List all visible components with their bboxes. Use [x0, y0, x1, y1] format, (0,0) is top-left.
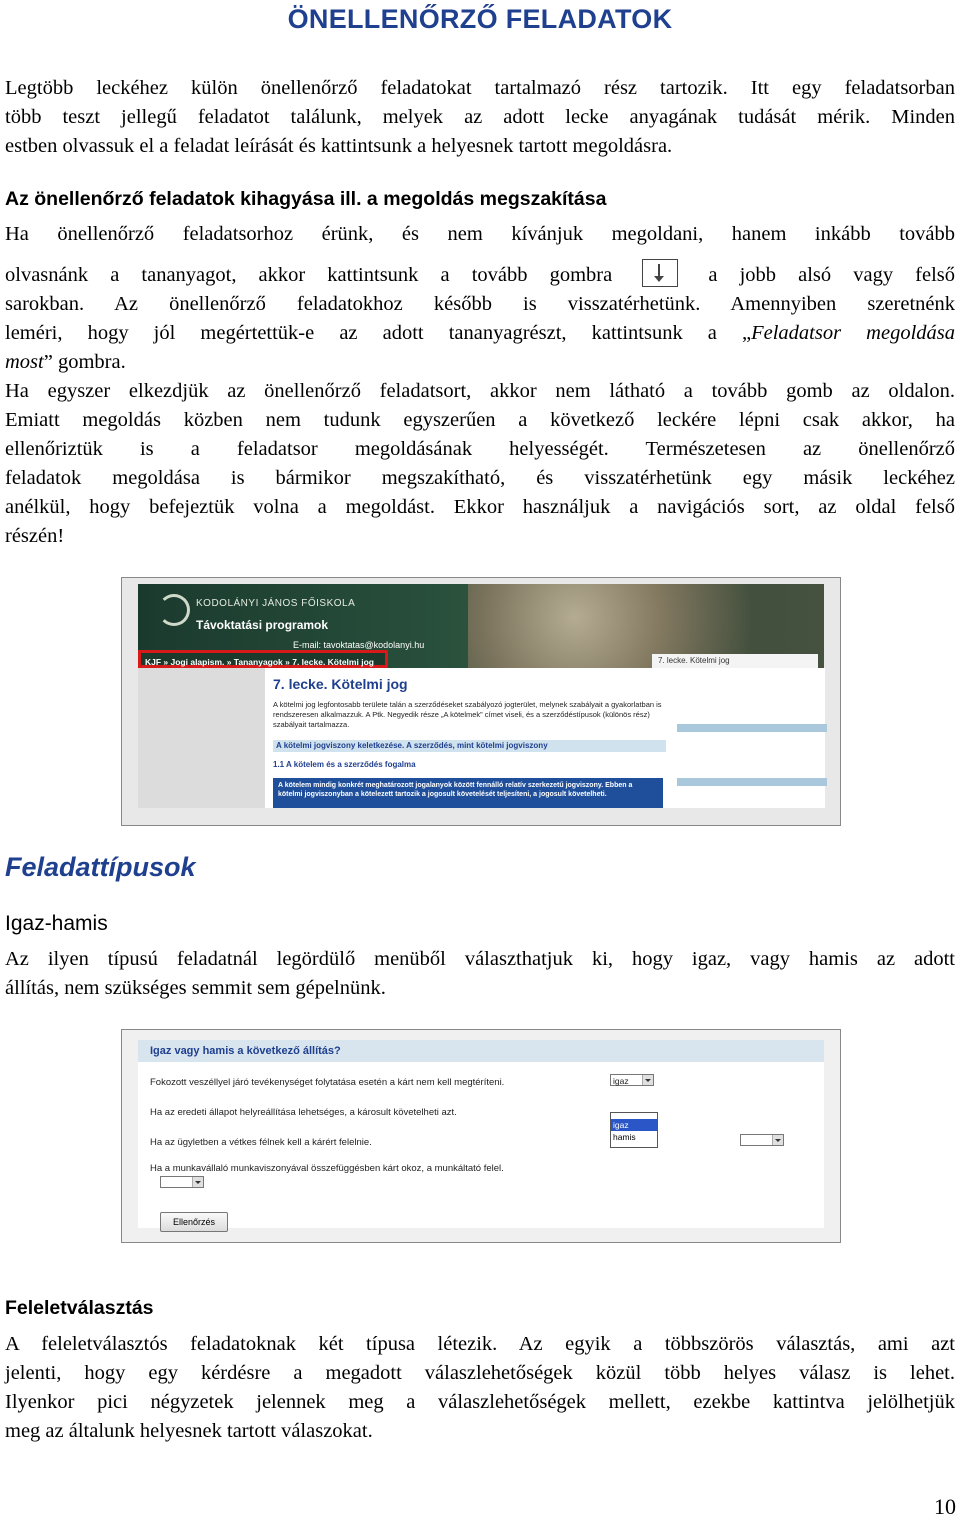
multiple-line: Ilyenkor pici négyzetek jelennek meg a válaszlehetőségek mellett, ezekbe kattintva jelölhetjük [5, 1391, 955, 1413]
intro-line: több teszt jellegű feladatot találunk, melyek az adott lecke anyagának tudását mérik. Minden [5, 106, 955, 128]
skip-line: feladatok megoldása is bármikor megszakítható, és visszatérhetünk egy másik leckéhez [5, 467, 955, 489]
skip-line: anélkül, hogy befejeztük volna a megoldást. Ekkor használjuk a navigációs sort, az oldal felső [5, 496, 955, 518]
right-decor-bar [677, 778, 827, 786]
lesson-highlight-box: A kötelem mindig konkrét meghatározott jogalanyok között fennálló relatív szerkezetű jogviszony. Ebben a kötelmi jogviszonyban a kötelezett tartozik a jogosult követelését teljesíteni, a jogosult követelheti. [273, 778, 663, 808]
skip-line-part: olvasnánk a tananyagot, akkor kattintsunk a tovább gombra [5, 264, 613, 286]
lesson-title: 7. lecke. Kötelmi jog [273, 676, 408, 692]
quiz-header: Igaz vagy hamis a következő állítás? [138, 1040, 824, 1062]
quiz-question [150, 1174, 810, 1198]
question-text: Ha a munkavállaló munkaviszonyával összefüggésben kárt okoz, a munkáltató felel. [150, 1163, 504, 1174]
skip-heading: Az önellenőrző feladatok kihagyása ill. a megoldás megszakítása [5, 188, 607, 210]
question-text: Ha az eredeti állapot helyreállítása lehetséges, a károsult követelheti azt. [150, 1107, 457, 1118]
feladatsor-link-text: most [5, 351, 44, 373]
option-igaz[interactable]: igaz [611, 1119, 657, 1131]
truefalse-line: Az ilyen típusú feladatnál legördülő menüből választhatjuk ki, hogy igaz, vagy hamis az adott [5, 948, 955, 970]
skip-line: sarokban. Az önellenőrző feladatokhoz később is visszatérhetünk. Amennyiben szeretnénk [5, 293, 955, 315]
skip-line [5, 319, 955, 348]
question-text: Fokozott veszéllyel járó tevékenységet folytatása esetén a kárt nem kell megtéríteni. [150, 1077, 505, 1088]
truefalse-screenshot [121, 1029, 841, 1243]
quiz-panel [138, 1040, 824, 1228]
answer-select[interactable] [610, 1074, 654, 1086]
navigation-right: 7. lecke. Kötelmi jog [652, 654, 818, 668]
multiple-line: meg az általunk helyesnek tartott válaszokat. [5, 1420, 373, 1442]
feladatsor-link-text: Feladatsor megoldása [751, 322, 955, 344]
lesson-page-screenshot [121, 577, 841, 826]
truefalse-line: állítás, nem szükséges semmit sem gépelnünk. [5, 977, 386, 999]
answer-select[interactable] [740, 1134, 784, 1146]
chevron-down-icon [642, 1075, 653, 1085]
skip-line: ellenőriztük is a feladatsor megoldásának helyességét. Természetesen az önellenőrző [5, 438, 955, 460]
skip-line-with-button [5, 259, 955, 290]
option-hamis[interactable]: hamis [613, 1132, 636, 1142]
skip-line [5, 348, 955, 377]
skip-line-part: a jobb alsó vagy felső [708, 264, 956, 286]
tovabb-button-icon [642, 259, 678, 287]
right-decor-bar [677, 724, 827, 732]
contact-email: E-mail: tavoktatas@kodolanyi.hu [293, 640, 425, 650]
multiple-line: jelenti, hogy egy kérdésre a megadott válaszlehetőségek közül több helyes válasz is lehet. [5, 1362, 955, 1384]
multiple-heading: Feleletválasztás [5, 1297, 154, 1319]
answer-dropdown-list[interactable] [610, 1112, 658, 1148]
school-name: KODOLÁNYI JÁNOS FŐISKOLA [196, 598, 356, 609]
sidebar [138, 668, 265, 808]
answer-select-value: igaz [613, 1076, 629, 1086]
answer-select[interactable] [160, 1176, 204, 1188]
skip-line: Ha önellenőrző feladatsorhoz érünk, és nem kívánjuk megoldani, hanem inkább tovább [5, 223, 955, 245]
lesson-content [265, 668, 825, 808]
intro-line: estben olvassuk el a feladat leírását és kattintsunk a helyesnek tartott megoldásra. [5, 135, 673, 157]
skip-line: Emiatt megoldás közben nem tudunk egyszerűen a következő leckére lépni csak akkor, ha [5, 409, 955, 431]
skip-line-part: leméri, hogy jól megértettük-e az adott tananyagrészt, kattintsunk a „ [5, 322, 752, 344]
truefalse-paragraph [5, 945, 955, 1003]
multiple-paragraph [5, 1330, 955, 1446]
lesson-section-title: 1.1 A kötelem és a szerződés fogalma [273, 760, 416, 769]
quiz-question [150, 1132, 810, 1156]
program-name: Távoktatási programok [196, 618, 329, 632]
check-button[interactable]: Ellenőrzés [160, 1212, 228, 1232]
types-heading: Feladattípusok [5, 852, 196, 882]
skip-line: részén! [5, 525, 65, 547]
lesson-subsection-bar: A kötelmi jogviszony keletkezése. A szerződés, mint kötelmi jogviszony [273, 740, 666, 752]
quiz-question [150, 1102, 810, 1126]
chevron-down-icon [192, 1177, 203, 1187]
skip-paragraph [5, 220, 955, 551]
navigation-breadcrumb[interactable]: KJF » Jogi alapism. » Tananyagok » 7. lecke. Kötelmi jog [138, 650, 388, 668]
page-title: ÖNELLENŐRZŐ FELADATOK [287, 4, 673, 34]
lesson-intro-text: A kötelmi jog legfontosabb területe talán a szerződéseket szabályozó jogterület, melynek szabályait a gyakorlatban is rendszeresen alkalmazzuk. A Ptk. Negyedik része „A kötelmek” címet viseli, és a szerződéstípusok (különös rész) szabályait tartalmazza. [273, 700, 662, 729]
page-number: 10 [934, 1494, 956, 1519]
truefalse-heading: Igaz-hamis [5, 912, 108, 935]
skip-line-part: ” gombra. [43, 351, 126, 373]
skip-line: Ha egyszer elkezdjük az önellenőrző feladatsort, akkor nem látható a tovább gomb az oldalon. [5, 380, 955, 402]
question-text: Ha az ügyletben a vétkes félnek kell a kárért felelnie. [150, 1137, 372, 1148]
school-logo-icon [158, 594, 190, 626]
chevron-down-icon [772, 1135, 783, 1145]
intro-paragraph [5, 74, 955, 161]
multiple-line: A feleletválasztós feladatoknak két típusa létezik. Az egyik a többszörös választás, ami azt [5, 1333, 955, 1355]
quiz-question [150, 1072, 810, 1096]
intro-line: Legtöbb leckéhez külön önellenőrző feladatokat tartalmazó rész tartozik. Itt egy feladatsorban [5, 77, 955, 99]
